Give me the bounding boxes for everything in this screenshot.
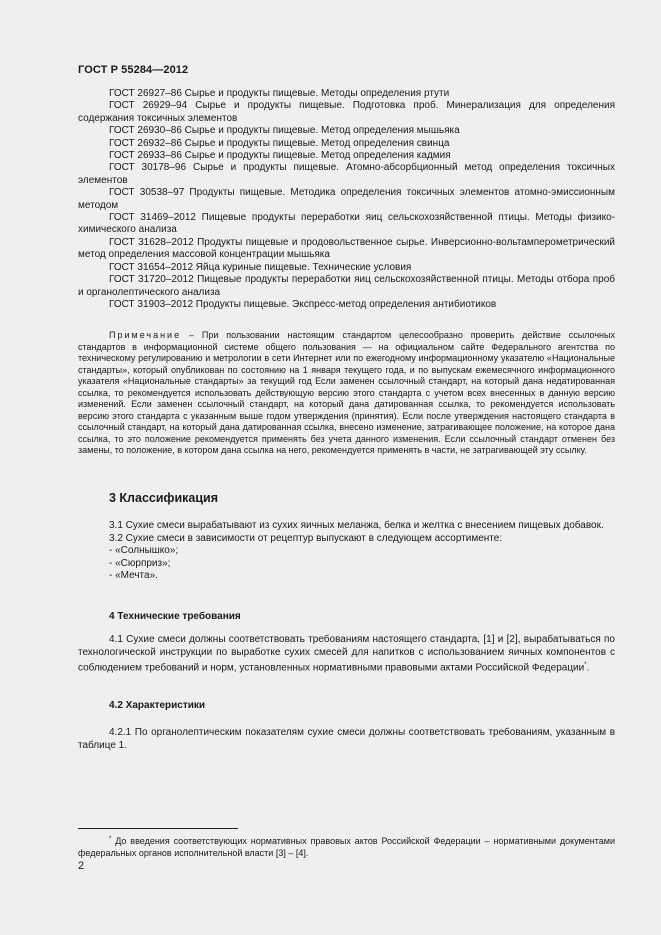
footnote [78, 833, 615, 859]
note-block [78, 330, 615, 457]
footnote-ref: * [584, 662, 587, 669]
clause-4-1-text: 4.1 Сухие смеси должны соответствовать требованиям настоящего стандарта, [1] и [2], вырабатываться по технологической инструкции по выработке сухих смесей для напитков с использованием яичных компонентов с соблюдением требований и норм, установленных нормативными правовыми актами Российской Федерации [78, 634, 615, 674]
reference-item: ГОСТ 30538–97 Продукты пищевые. Методика определения токсичных элементов атомно-эмиссионным методом [78, 187, 615, 211]
note-text: – При пользовании настоящим стандартом целесообразно проверить действие ссылочных стандартов в информационной системе общего пользования — на официальном сайте Федерального агентства по техническому регулированию и метрологии в сети Интернет или по ежегодному информационному указателю «Национальные стандарты», который опубликован по состоянию на 1 января текущего года, и по выпускам ежемесячного информационного указателя «Национальные стандарты» за текущий год Если заменен ссылочный стандарт, на который дана недатированная ссылка, то рекомендуется использовать действующую версию этого стандарта с учетом всех внесенных в данную версию изменений. Если заменен ссылочный стандарт, на который дана датированная ссылка, то рекомендуется использовать версию этого стандарта с указанным выше годом утверждения (принятия). Если после утверждения настоящего стандарта в ссылочный стандарт, на который дана датированная ссылка, внесено изменение, затрагивающее положение, на которое дана ссылка, то это положение рекомендуется применять без учета данного изменения. Если ссылочный стандарт отменен без замены, то положение, в котором дана ссылка на него, рекомендуется применять в части, не затрагивающей эту ссылку. [78, 330, 615, 455]
reference-item: ГОСТ 31720–2012 Пищевые продукты переработки яиц сельскохозяйственной птицы. Методы отбора проб и органолептического анализа [78, 274, 615, 298]
footnote-text: До введения соответствующих нормативных правовых актов Российской Федерации – нормативными документами федеральных органов исполнительной власти [3] – [4]. [78, 836, 615, 858]
list-item: - «Сюрприз»; [109, 557, 171, 569]
clause-4-1-end: . [586, 662, 590, 674]
clause-3-1: 3.1 Сухие смеси вырабатывают из сухих яичных меланжа, белка и желтка с внесением пищевых добавок. [109, 520, 604, 531]
reference-item: ГОСТ 31903–2012 Продукты пищевые. Экспресс-метод определения антибиотиков [109, 298, 497, 310]
footnote-divider [78, 828, 238, 829]
footnote-mark: * [109, 836, 112, 842]
reference-item: ГОСТ 30178–96 Сырье и продукты пищевые. Атомно-абсорбционный метод определения токсичных элементов [78, 162, 615, 186]
clause-3-2: 3.2 Сухие смеси в зависимости от рецептур выпускают в следующем ассортименте: [109, 532, 503, 544]
list-item: - «Мечта». [109, 570, 158, 582]
reference-item: ГОСТ 26927–86 Сырье и продукты пищевые. Методы определения ртути [109, 88, 450, 99]
clause-4-2-1: 4.2.1 По органолептическим показателям сухие смеси должны соответствовать требованиям, указанным в таблице 1. [78, 727, 615, 751]
section-3-heading: 3 Классификация [109, 491, 219, 505]
reference-item: ГОСТ 31469–2012 Пищевые продукты переработки яиц сельскохозяйственной птицы. Методы физико-химического анализа [78, 212, 615, 236]
note-paragraph [78, 330, 615, 457]
reference-item: ГОСТ 26929–94 Сырье и продукты пищевые. Подготовка проб. Минерализация для определения содержания токсичных элементов [78, 100, 615, 124]
page-number: 2 [78, 860, 85, 872]
reference-item: ГОСТ 26932–86 Сырье и продукты пищевые. Метод определения свинца [109, 137, 450, 149]
reference-item: ГОСТ 31654–2012 Яйца куриные пищевые. Технические условия [109, 261, 412, 273]
reference-item: ГОСТ 26930–86 Сырье и продукты пищевые. Метод определения мышьяка [109, 125, 460, 137]
section-3-body [78, 520, 615, 583]
clause-4-1 [78, 634, 615, 675]
section-4-heading: 4 Технические требования [109, 611, 241, 622]
section-4-2-heading: 4.2 Характеристики [109, 700, 206, 711]
reference-item: ГОСТ 31628–2012 Продукты пищевые и продовольственное сырье. Инверсионно-вольтамперометрический метод определения массовой концентрации мышьяка [78, 236, 615, 261]
note-label: Примечание [109, 330, 182, 340]
normative-references [78, 88, 615, 311]
footnote-paragraph [78, 833, 615, 859]
reference-item: ГОСТ 26933–86 Сырье и продукты пищевые. Метод определения кадмия [109, 150, 451, 162]
section-4-2-body [78, 727, 615, 752]
section-4-body [78, 634, 615, 675]
document-code: ГОСТ Р 55284—2012 [78, 64, 189, 76]
assortment-list [78, 545, 615, 583]
list-item: - «Солнышко»; [109, 545, 179, 557]
